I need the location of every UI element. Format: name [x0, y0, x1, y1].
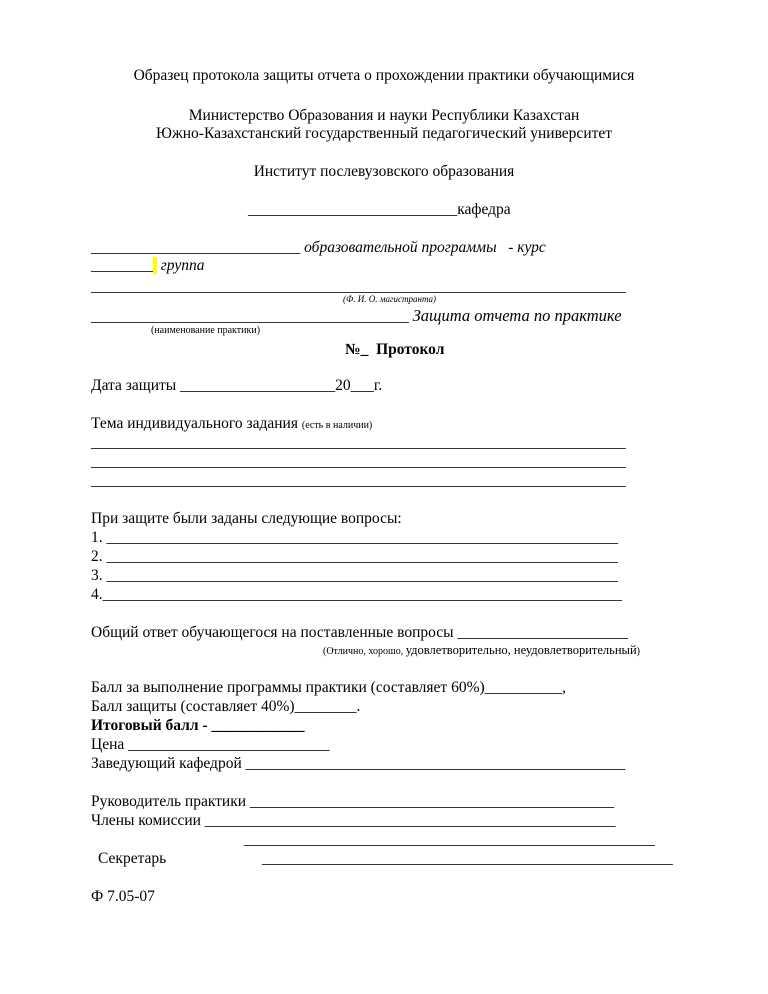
form-code: Ф 7.05-07: [91, 888, 155, 905]
group-blank: ________: [91, 257, 153, 274]
overall-answer-line: Общий ответ обучающегося на поставленные вопросы ______________________: [91, 624, 628, 641]
questions-label: При защите были заданы следующие вопросы:: [91, 510, 402, 527]
program-blank: ___________________________: [91, 239, 301, 256]
topic-blank-line-2: _____________________________________________________________________: [91, 453, 626, 470]
program-score-line: Балл за выполнение программы практики (составляет 60%)__________,: [91, 679, 567, 696]
group-highlight: [153, 257, 157, 274]
practice-caption: (наименование практики): [151, 325, 261, 336]
final-score-line: Итоговый балл - ____________: [91, 717, 305, 734]
practice-blank: _________________________________________: [91, 308, 409, 325]
practice-line: [91, 307, 622, 326]
topic-blank-line-1: _____________________________________________________________________: [91, 434, 626, 451]
topic-label: Тема индивидуального задания: [91, 415, 302, 432]
supervisor-line: Руководитель практики _______________________________________________: [91, 793, 615, 810]
ministry-name: Министерство Образования и науки Республики Казахстан: [188, 107, 580, 124]
practice-label: Защита отчета по практике: [412, 306, 622, 325]
question-line-4: 4.___________________________________________________________________: [91, 586, 622, 603]
program-line: [91, 239, 546, 257]
head-of-department-line: Заведующий кафедрой _________________________________________________: [91, 755, 626, 772]
institute-name: Институт послевузовского образования: [253, 163, 515, 180]
document-title: Образец протокола защиты отчета о прохождении практики обучающимися: [133, 67, 635, 84]
protocol-heading: №_ Протокол: [345, 341, 445, 358]
question-line-3: 3. __________________________________________________________________: [91, 567, 618, 584]
grade-options-small: (Отлично, хорошо,: [323, 646, 406, 657]
commission-line-2: _____________________________________________________: [244, 831, 655, 848]
defense-date-line: Дата защиты ____________________20___г.: [91, 377, 383, 394]
topic-blank-line-3: _____________________________________________________________________: [91, 472, 626, 489]
secretary-label: Секретарь: [98, 850, 167, 867]
grade-options-caption: [323, 641, 640, 659]
fio-line: _____________________________________________________________________: [91, 278, 626, 295]
question-line-2: 2. __________________________________________________________________: [91, 548, 618, 565]
grade-options-large: удовлетворительно, неудовлетворительный: [405, 643, 637, 657]
commission-line: Члены комиссии _____________________________________________________: [91, 812, 616, 829]
group-label: группа: [160, 257, 205, 274]
university-name: Южно-Казахстанский государственный педагогический университет: [155, 125, 613, 142]
group-line: [91, 257, 204, 275]
secretary-line: _____________________________________________________: [262, 850, 673, 867]
defense-score-line: Балл защиты (составляет 40%)________.: [91, 698, 361, 715]
department-line: ___________________________кафедра: [248, 201, 511, 218]
question-line-1: 1. __________________________________________________________________: [91, 529, 618, 546]
grade-options-end: ): [636, 646, 640, 657]
price-line: Цена __________________________: [91, 736, 330, 753]
topic-label-line: [91, 415, 372, 433]
topic-note: (есть в наличии): [301, 420, 373, 431]
program-label: образовательной программы - курс: [304, 239, 546, 256]
fio-caption: (Ф. И. О. магистранта): [343, 294, 437, 304]
